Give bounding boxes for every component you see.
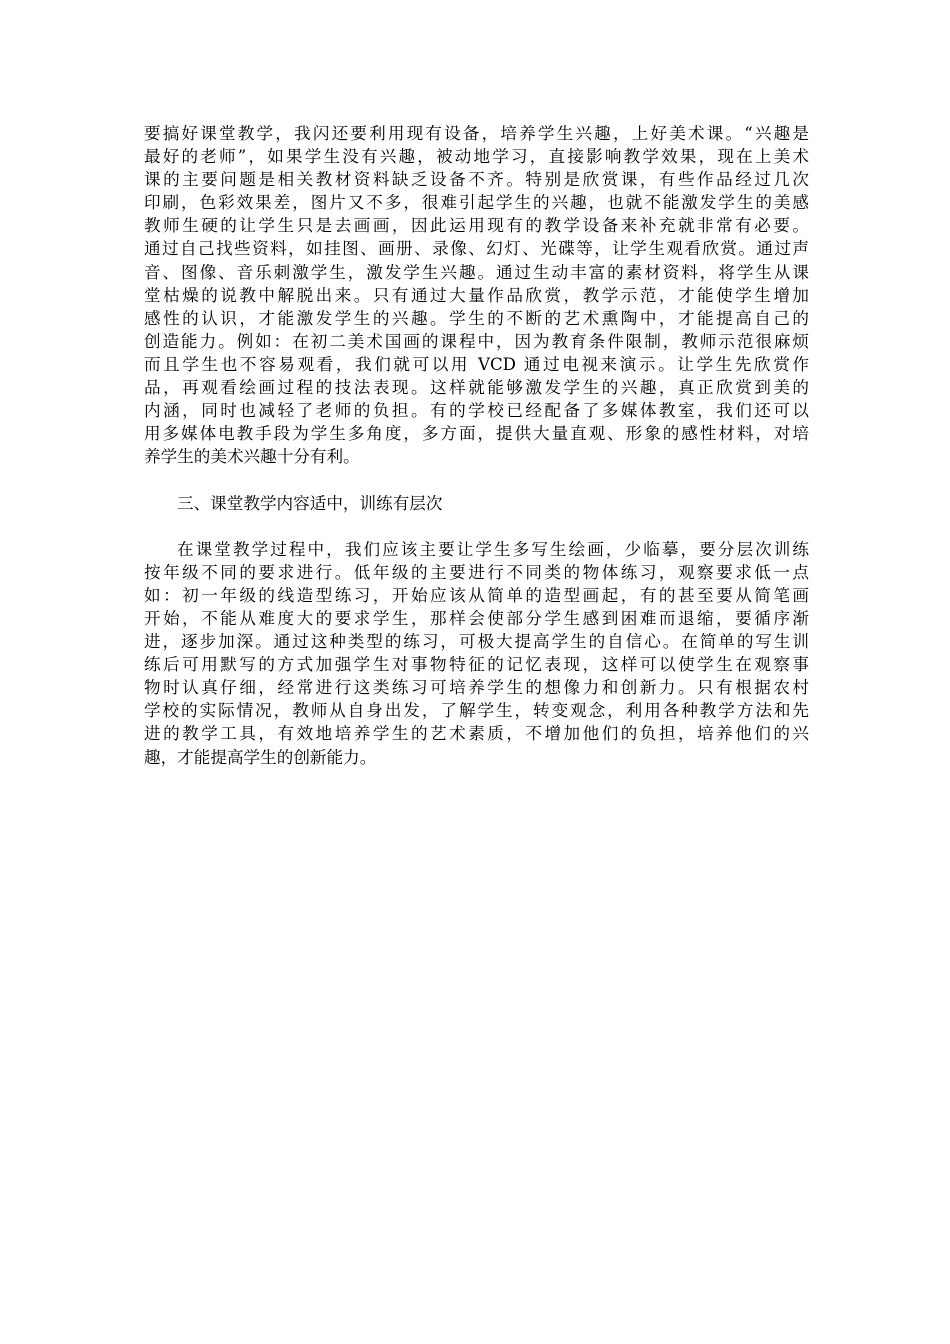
text-line: 感性的认识，才能激发学生的兴趣。学生的不断的艺术熏陶中，才能提高自己的 [144, 308, 809, 328]
paragraph-spacer [144, 515, 809, 538]
text-line: 课的主要问题是相关教材资料缺乏设备不齐。特别是欣赏课，有些作品经过几次 [144, 170, 809, 190]
text-line: 内涵，同时也减轻了老师的负担。有的学校已经配备了多媒体教室，我们还可以 [144, 401, 809, 421]
text-line: 在课堂教学过程中，我们应该主要让学生多写生绘画，少临摹，要分层次训练 [177, 539, 809, 559]
text-line: 练后可用默写的方式加强学生对事物特征的记忆表现，这样可以使学生在观察事 [144, 655, 809, 675]
text-line: 如：初一年级的线造型练习，开始应该从简单的造型画起，有的甚至要从简笔画 [144, 585, 809, 605]
text-line: 堂枯燥的说教中解脱出来。只有通过大量作品欣赏，教学示范，才能使学生增加 [144, 285, 809, 305]
text-line: 音、图像、音乐刺激学生，激发学生兴趣。通过生动丰富的素材资料，将学生从课 [144, 262, 809, 282]
section-heading: 三、课堂教学内容适中，训练有层次 [177, 493, 443, 513]
document-body [144, 122, 809, 769]
text-line: 进，逐步加深。通过这种类型的练习，可极大提高学生的自信心。在简单的写生训 [144, 632, 809, 652]
paragraph-2 [144, 538, 809, 769]
text-line: 而且学生也不容易观看，我们就可以用 VCD 通过电视来演示。让学生先欣赏作 [144, 354, 809, 374]
text-line: 印刷，色彩效果差，图片又不多，很难引起学生的兴趣，也就不能激发学生的美感 [144, 193, 809, 213]
text-line: 趣，才能提高学生的创新能力。 [144, 747, 377, 767]
text-line: 按年级不同的要求进行。低年级的主要进行不同类的物体练习，观察要求低一点 [144, 562, 809, 582]
text-line: 进的教学工具，有效地培养学生的艺术素质，不增加他们的负担，培养他们的兴 [144, 724, 809, 744]
text-line: 用多媒体电教手段为学生多角度，多方面，提供大量直观、形象的感性材料，对培 [144, 424, 809, 444]
text-line: 开始，不能从难度大的要求学生，那样会使部分学生感到困难而退缩，要循序渐 [144, 608, 809, 628]
paragraph-1 [144, 122, 809, 468]
text-line: 学校的实际情况，教师从自身出发，了解学生，转变观念，利用各种教学方法和先 [144, 701, 809, 721]
text-line: 最好的老师”，如果学生没有兴趣，被动地学习，直接影响教学效果，现在上美术 [144, 147, 809, 167]
text-line: 物时认真仔细，经常进行这类练习可培养学生的想像力和创新力。只有根据农村 [144, 678, 809, 698]
text-line: 品，再观看绘画过程的技法表现。这样就能够激发学生的兴趣，真正欣赏到美的 [144, 378, 809, 398]
paragraph-spacer [144, 468, 809, 491]
text-line: 教师生硬的让学生只是去画画，因此运用现有的教学设备来补充就非常有必要。 [144, 216, 809, 236]
text-line: 通过自己找些资料，如挂图、画册、录像、幻灯、光碟等，让学生观看欣赏。通过声 [144, 239, 809, 259]
text-line: 创造能力。例如：在初二美术国画的课程中，因为教育条件限制，教师示范很麻烦 [144, 331, 809, 351]
text-line: 养学生的美术兴趣十分有利。 [144, 447, 360, 467]
text-line: 要搞好课堂教学，我闪还要利用现有设备，培养学生兴趣，上好美术课。“兴趣是 [144, 124, 809, 143]
